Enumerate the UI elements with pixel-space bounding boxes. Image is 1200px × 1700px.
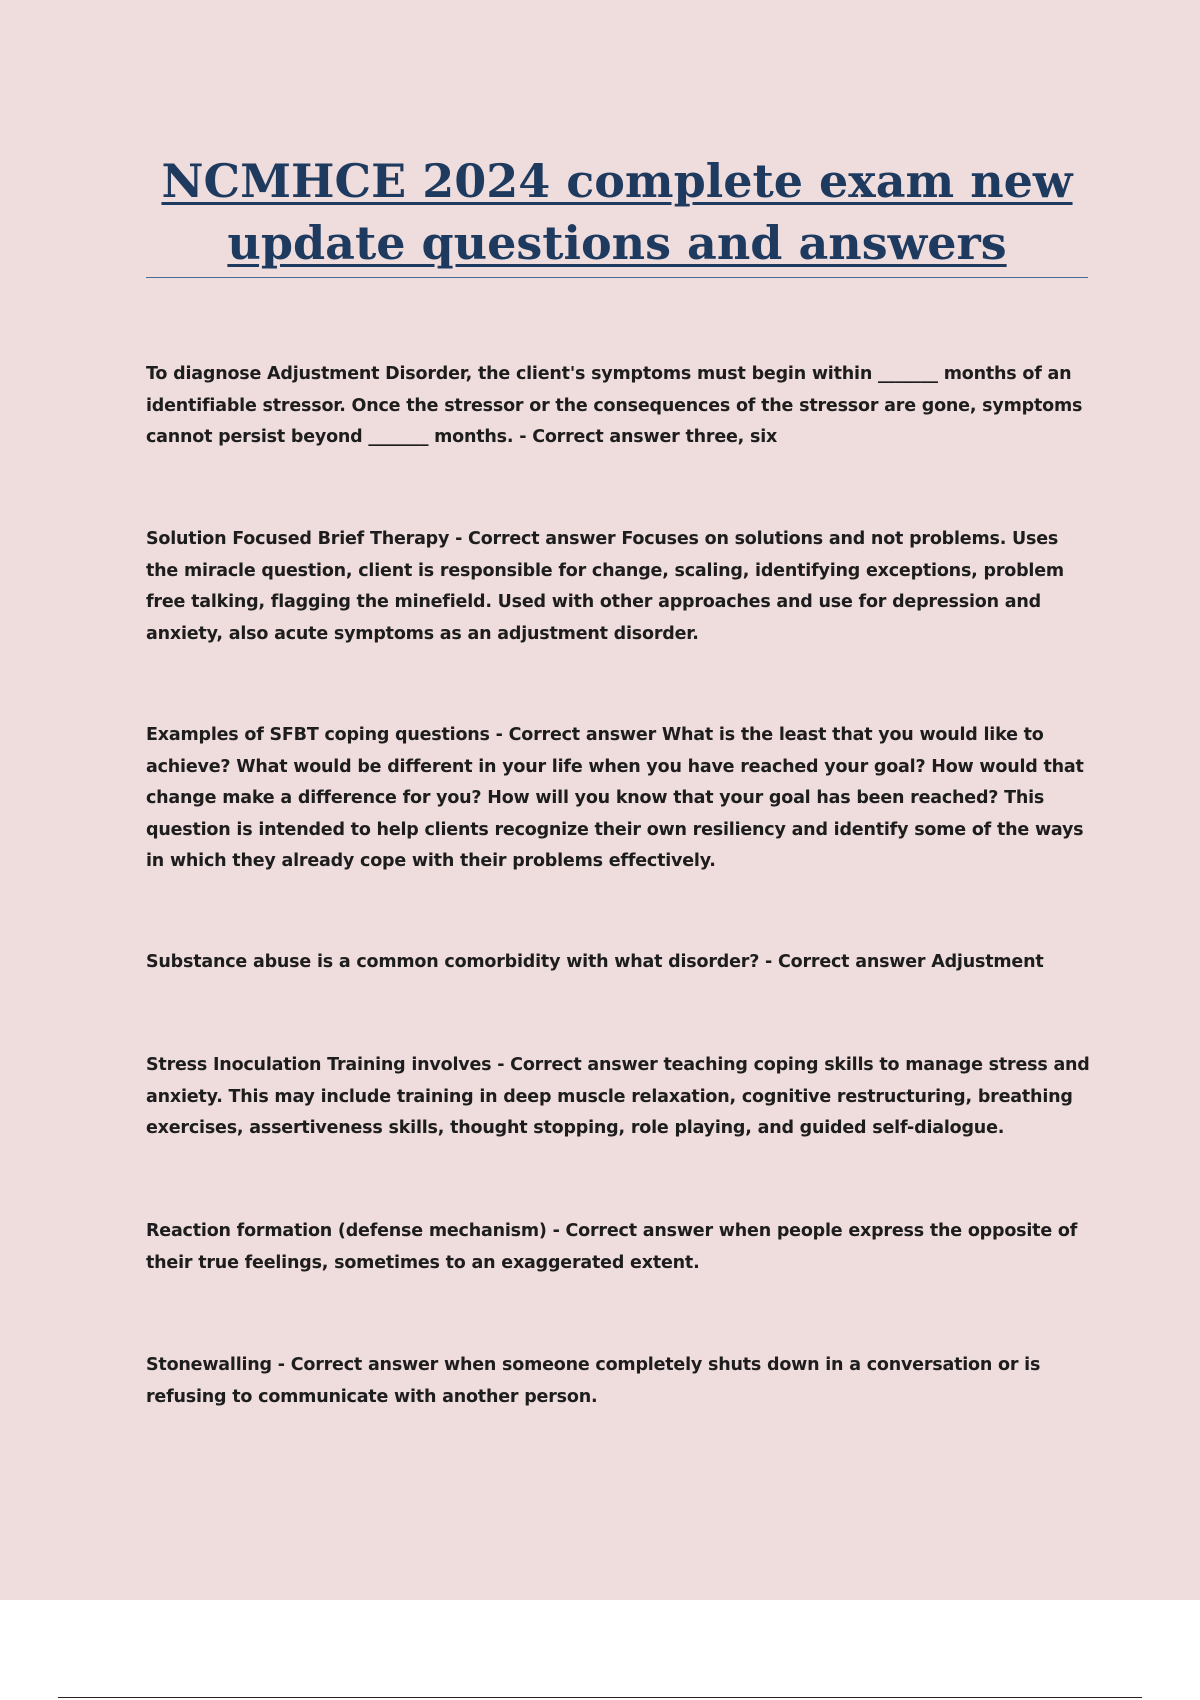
qa-item-stress-inoculation-training: Stress Inoculation Training involves - Correct answer teaching coping skills to manage stress and anxiety. This may include training in deep muscle relaxation, cognitive restructuring, breathing exercises, assertiveness skills, thought stopping, role playing, and guided self-dialogue. bbox=[146, 1055, 1090, 1138]
qa-item-sfbt-coping-questions: Examples of SFBT coping questions - Correct answer What is the least that you would like to achieve? What would be different in your life when you have reached your goal? How would that change make a difference for you? How will you know that your goal has been reached? This question is intended to help clients recognize their own resiliency and identify some of the ways in which they already cope with their problems effectively. bbox=[146, 725, 1084, 871]
title-block bbox=[146, 150, 1088, 274]
qa-item-reaction-formation: Reaction formation (defense mechanism) - Correct answer when people express the opposite of their true feelings, sometimes to an exaggerated extent. bbox=[146, 1221, 1078, 1273]
qa-item-stonewalling: Stonewalling - Correct answer when someone completely shuts down in a conversation or is refusing to communicate with another person. bbox=[146, 1355, 1041, 1407]
document-title: NCMHCE 2024 complete exam new update questions and answers bbox=[161, 154, 1073, 270]
qa-item-substance-abuse-comorbidity: Substance abuse is a common comorbidity with what disorder? - Correct answer Adjustment bbox=[146, 952, 1044, 972]
qa-item-solution-focused-brief-therapy: Solution Focused Brief Therapy - Correct answer Focuses on solutions and not problems. Uses the miracle question, client is responsible for change, scaling, identifying exceptions, problem free talking, flagging the minefield. Used with other approaches and use for depression and anxiety, also acute symptoms as an adjustment disorder. bbox=[146, 529, 1064, 644]
footer-divider bbox=[58, 1697, 1142, 1698]
qa-item-adjustment-disorder-timing: To diagnose Adjustment Disorder, the client's symptoms must begin within _______ months of an identifiable stressor. Once the stressor or the consequences of the stressor are gone, symptoms cannot persist beyond _______ months. - Correct answer three, six bbox=[146, 364, 1083, 447]
title-divider bbox=[146, 277, 1088, 278]
